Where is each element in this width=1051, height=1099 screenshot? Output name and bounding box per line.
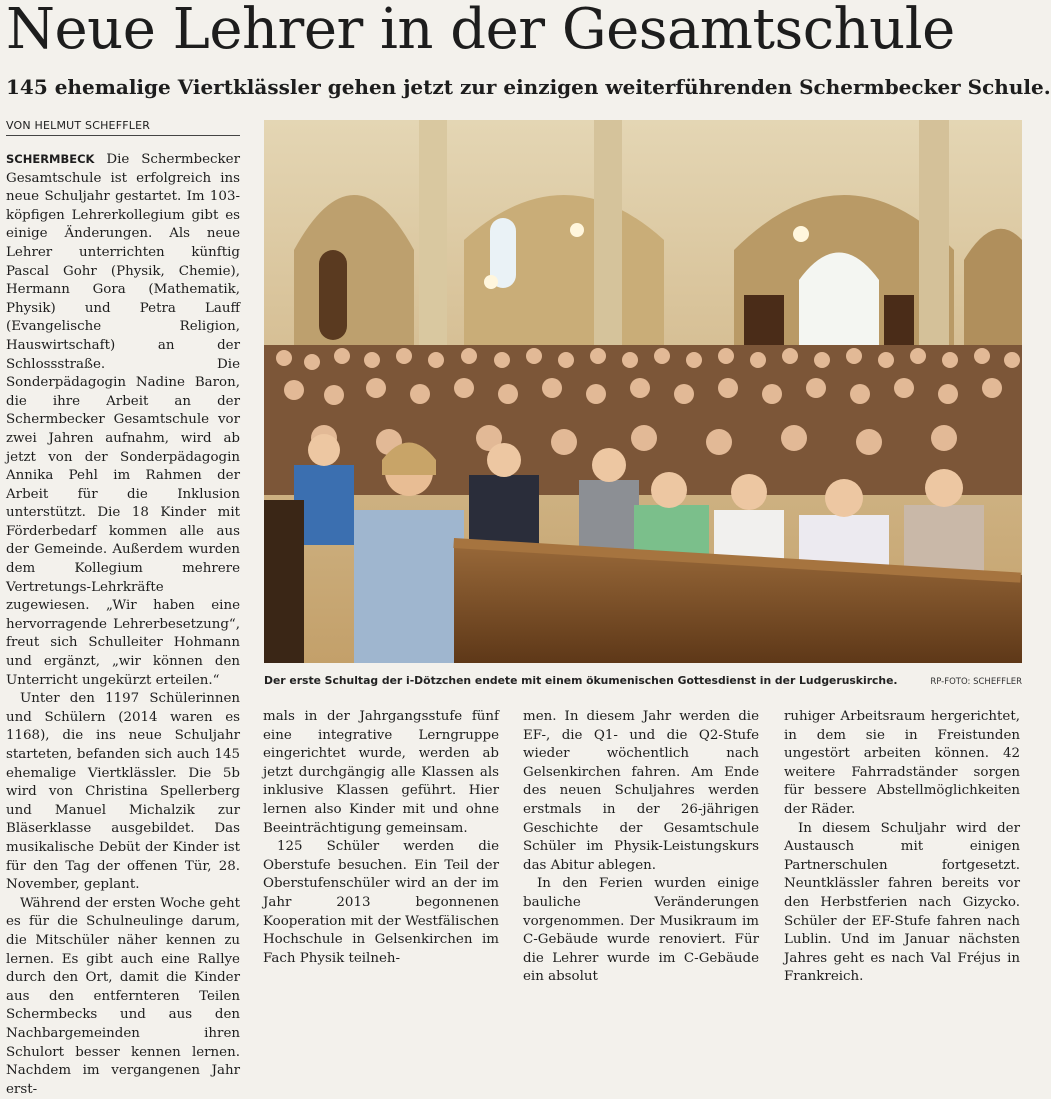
article-column-2 (263, 708, 499, 966)
article-subheadline: 145 ehemalige Viertklässler gehen jetzt zur einzigen weiterführenden Schermbecker Schule. (6, 75, 1051, 99)
article-dateline: SCHERMBECK (6, 152, 95, 166)
article-paragraph (6, 150, 240, 690)
article-column-1 (6, 150, 240, 1097)
article-paragraph: Während der ersten Woche geht es für die Schulneulinge darum, die Mitschüler näher kennen zu lernen. Es gibt auch eine Rallye durch den Ort, damit die Kinder aus den entfernteren Teilen Schermbecks und aus den Nachbargemeinden ihren Schulort besser kennen lernen. Nachdem im vergangenen Jahr erst- (6, 895, 240, 1097)
article-column-4 (784, 708, 1020, 985)
article-paragraph: mals in der Jahrgangsstufe fünf eine integrative Lerngruppe eingerichtet wurde, werden ab jetzt durchgängig alle Klassen als inklusive Klassen geführt. Hier lernen also Kinder mit und ohne Beeinträchtigung gemeinsam. (263, 709, 499, 836)
article-paragraph: In den Ferien wurden einige bauliche Veränderungen vorgenommen. Der Musikraum im C-Gebäude wurde renoviert. Für die Lehrer wurde im C-Gebäude ein absolut (523, 876, 759, 985)
article-byline: VON HELMUT SCHEFFLER (6, 119, 240, 136)
article-column-3 (523, 708, 759, 985)
church-service-photo (264, 120, 1022, 663)
article-paragraph: ruhiger Arbeitsraum hergerichtet, in dem sie in Freistunden ungestört arbeiten können. 42 weitere Fahrradständer sorgen für bessere Abstellmöglichkeiten der Räder. (784, 709, 1020, 817)
photo-caption: Der erste Schultag der i-Dötzchen endete mit einem ökumenischen Gottesdienst in der Ludgeruskirche. (264, 674, 898, 687)
paragraph-text: Die Schermbecker Gesamtschule ist erfolgreich ins neue Schuljahr gestartet. Im 103-köpfigen Lehrerkollegium gibt es einige Änderungen. Als neue Lehrer unterrichten künftig Pascal Gohr (Physik, Chemie), Hermann Gora (Mathematik, Physik) und Petra Lauff (Evangelische Religion, Hauswirtschaft) an der Schlossstraße. Die Sonderpädagogin Nadine Baron, die ihre Arbeit an der Schermbecker Gesamtschule vor zwei Jahren aufnahm, wird ab jetzt von der Sonderpädagogin Annika Pehl im Rahmen der Arbeit für die Inklusion unterstützt. Die 18 Kinder mit Förderbedarf kommen alle aus der Gemeinde. Außerdem wurden dem Kollegium mehrere Vertretungs-Lehrkräfte zugewiesen. „Wir haben eine hervorragende Lehrerbesetzung“, freut sich Schulleiter Hohmann und ergänzt, „wir können den Unterricht ungekürzt erteilen.“ (6, 152, 240, 688)
article-headline: Neue Lehrer in der Gesamtschule (6, 0, 955, 62)
article-paragraph: men. In diesem Jahr werden die EF-, die Q1- und die Q2-Stufe wieder wöchentlich nach Gelsenkirchen fahren. Am Ende des neuen Schuljahres werden erstmals in der 26-jährigen Geschichte der Gesamtschule Schüler im Physik-Leistungskurs das Abitur ablegen. (523, 709, 759, 873)
article-paragraph: Unter den 1197 Schülerinnen und Schülern (2014 waren es 1168), die ins neue Schuljahr starteten, befanden sich auch 145 ehemalige Viertklässler. Die 5b wird von Christina Spellerberg und Manuel Michalzik zur Bläserklasse ausgebildet. Das musikalische Debüt der Kinder ist für den Tag der offenen Tür, 28. November, geplant. (6, 691, 240, 893)
photo-credit: RP-FOTO: SCHEFFLER (930, 677, 1022, 687)
article-paragraph: 125 Schüler werden die Oberstufe besuchen. Ein Teil der Oberstufenschüler wird an der im Jahr 2013 begonnenen Kooperation mit der Westfälischen Hochschule in Gelsenkirchen im Fach Physik teilneh- (263, 839, 499, 966)
article-paragraph: In diesem Schuljahr wird der Austausch mit einigen Partnerschulen fortgesetzt. Neuntklässler fahren bereits vor den Herbstferien nach Gizycko. Schüler der EF-Stufe fahren nach Lublin. Und im Januar nächsten Jahres geht es nach Val Fréjus in Frankreich. (784, 820, 1020, 985)
